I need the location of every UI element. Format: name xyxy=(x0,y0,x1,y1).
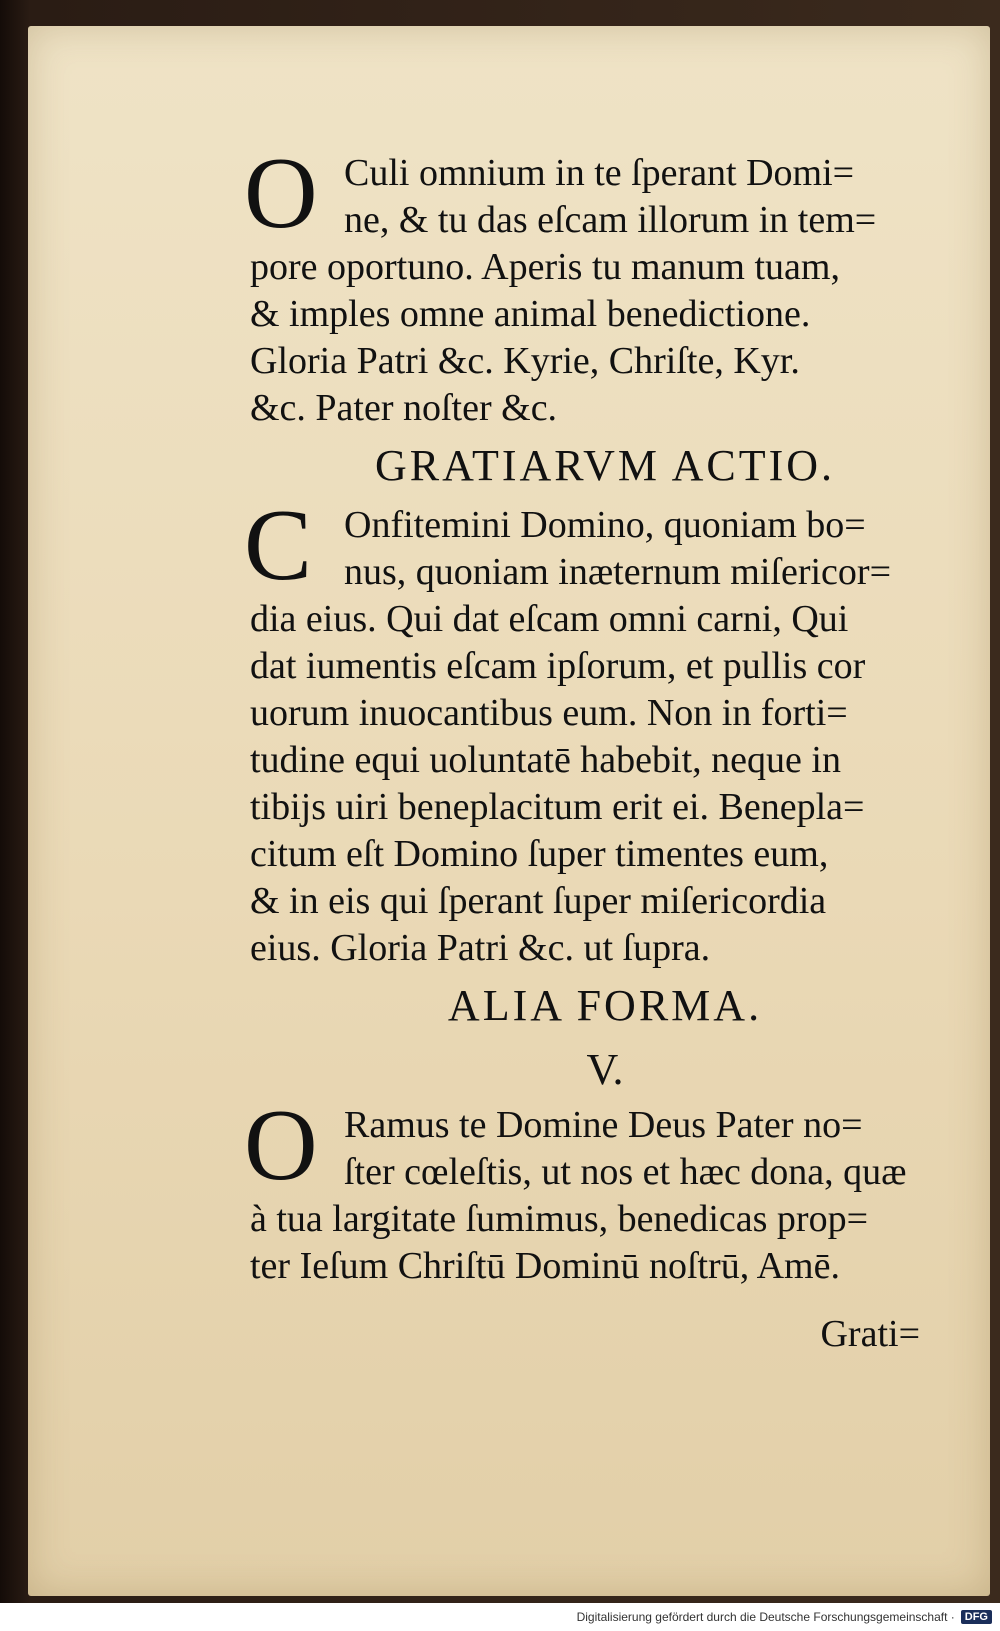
drop-cap: O xyxy=(244,137,318,250)
text-line: eius. Gloria Patri &c. ut ſupra. xyxy=(250,927,711,969)
text-line: tibijs uiri beneplacitum erit ei. Benepla= xyxy=(250,786,865,828)
text-line: &c. Pater noſter &c. xyxy=(250,387,558,429)
text-line: nus, quoniam inæternum miſericor= xyxy=(344,551,892,593)
text-line: ſter cœleſtis, ut nos et hæc dona, quæ xyxy=(344,1151,907,1193)
text-line: pore oportuno. Aperis tu manum tuam, xyxy=(250,246,840,288)
text-line: dia eius. Qui dat eſcam omni carni, Qui xyxy=(250,598,849,640)
section-heading-alia-forma: ALIA FORMA. xyxy=(447,981,763,1030)
page-text xyxy=(244,137,960,1290)
text-line: & imples omne animal benedictione. xyxy=(250,293,811,335)
footer-text: Digitalisierung gefördert durch die Deutsche Forschungsgemeinschaft · xyxy=(576,1610,955,1624)
catchword: Grati= xyxy=(820,1313,920,1355)
text-line: Culi omnium in te ſperant Domi= xyxy=(344,152,855,194)
drop-cap: C xyxy=(244,489,313,602)
text-line: Ramus te Domine Deus Pater no= xyxy=(344,1104,863,1146)
text-line: ter Ieſum Chriſtū Dominū noſtrū, Amē. xyxy=(250,1245,840,1287)
text-line: dat iumentis eſcam ipſorum, et pullis cor xyxy=(250,645,866,687)
paragraph-grace-before-meal xyxy=(244,137,960,432)
paragraph-oramus xyxy=(244,1089,960,1290)
versicle-mark: V. xyxy=(586,1045,624,1094)
text-line: ne, & tu das eſcam illorum in tem= xyxy=(344,199,877,241)
digitization-footer xyxy=(0,1603,1000,1631)
text-line: & in eis qui ſperant ſuper miſericordia xyxy=(250,880,827,922)
text-line: Gloria Patri &c. Kyrie, Chriſte, Kyr. xyxy=(250,340,800,382)
text-line: citum eſt Domino ſuper timentes eum, xyxy=(250,833,829,875)
section-heading-gratiarum-actio: GRATIARVM ACTIO. xyxy=(374,441,836,490)
text-line: uorum inuocantibus eum. Non in forti= xyxy=(250,692,848,734)
text-line: à tua largitate ſumimus, benedicas prop= xyxy=(250,1198,869,1240)
dfg-logo-icon: DFG xyxy=(961,1610,992,1624)
paragraph-confitemini xyxy=(244,489,960,972)
text-line: tudine equi uoluntatē habebit, neque in xyxy=(250,739,841,781)
text-line: Onfitemini Domino, quoniam bo= xyxy=(344,504,866,546)
drop-cap: O xyxy=(244,1089,318,1202)
